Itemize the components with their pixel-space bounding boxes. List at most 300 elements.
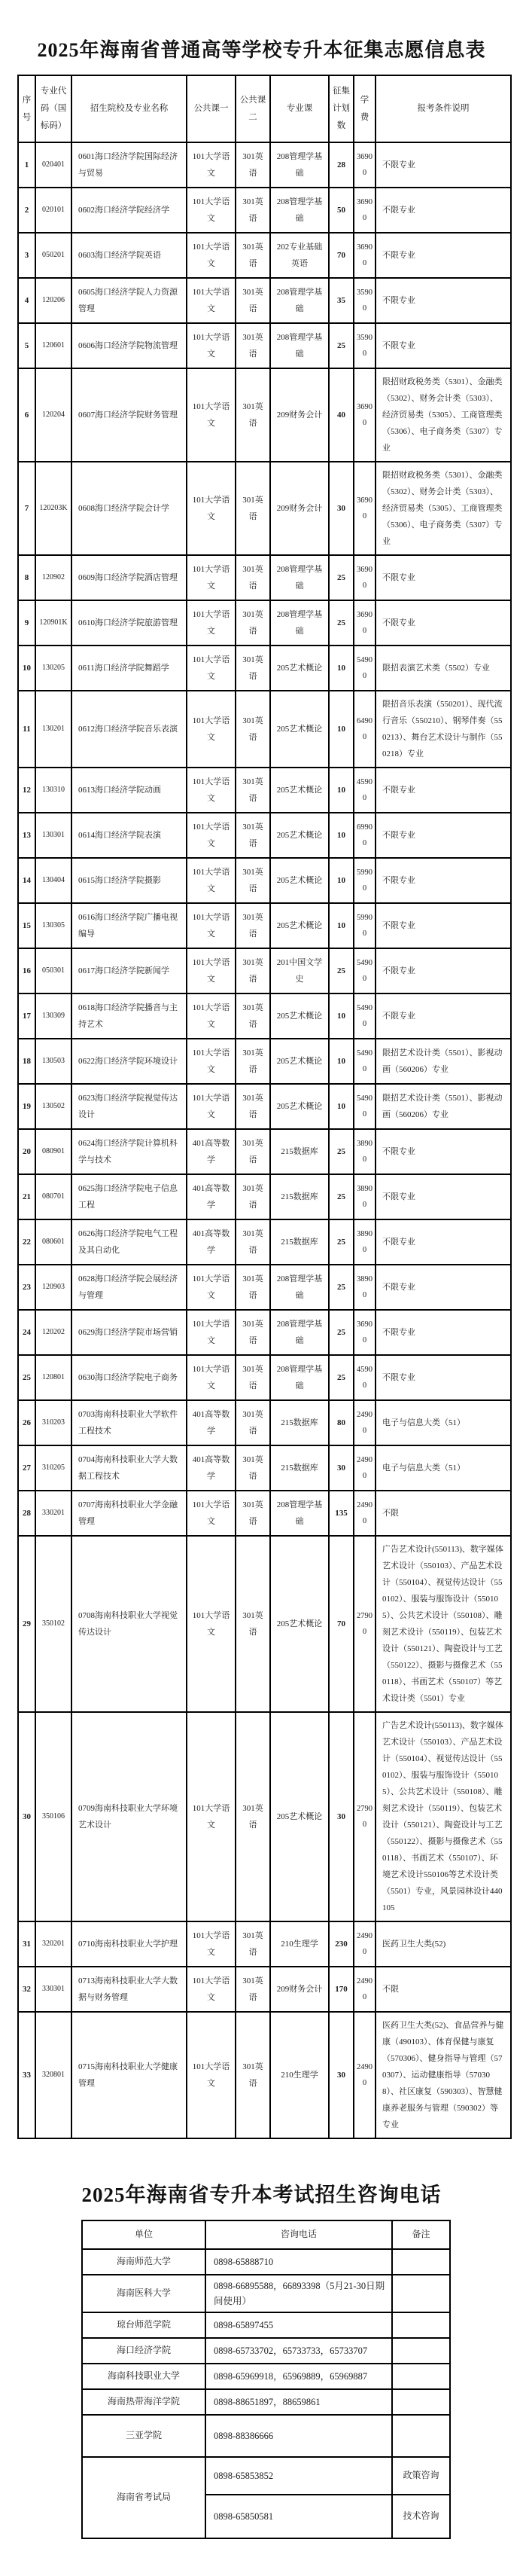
major-course-cell: 209财务会计 bbox=[270, 462, 329, 555]
tuition-cell: 24900 bbox=[354, 1400, 376, 1445]
public-course-1-cell: 101大学语文 bbox=[187, 368, 236, 462]
public-course-2-cell: 301英语 bbox=[236, 600, 270, 646]
condition-cell: 限招财政税务类（5301）、金融类（5302）、财务会计类（5303）、经济贸易类（5305）、工商管理类（5306）、电子商务类（5307）专业 bbox=[376, 462, 511, 555]
tuition-cell: 54900 bbox=[354, 1084, 376, 1129]
public-course-1-cell: 401高等数学 bbox=[187, 1129, 236, 1174]
phone-number-cell: 0898-65733702，65733733，65733707 bbox=[205, 2338, 392, 2364]
unit-cell: 海南师范大学 bbox=[82, 2249, 205, 2275]
major-course-cell: 208管理学基础 bbox=[270, 323, 329, 368]
tuition-cell: 36900 bbox=[354, 233, 376, 278]
public-course-1-cell: 101大学语文 bbox=[187, 1039, 236, 1084]
public-course-1-cell: 101大学语文 bbox=[187, 2012, 236, 2138]
major-code-cell: 080601 bbox=[35, 1219, 71, 1265]
public-course-1-cell: 101大学语文 bbox=[187, 903, 236, 948]
school-major-cell: 0606海口经济学院物流管理 bbox=[71, 323, 187, 368]
major-code-cell: 330201 bbox=[35, 1491, 71, 1536]
major-course-cell: 201中国文学史 bbox=[270, 948, 329, 993]
major-code-cell: 080701 bbox=[35, 1174, 71, 1219]
tuition-cell: 38900 bbox=[354, 1219, 376, 1265]
major-code-cell: 120903 bbox=[35, 1265, 71, 1310]
phone-table-body bbox=[82, 2249, 450, 2538]
row-number-cell: 31 bbox=[18, 1921, 35, 1967]
page-title: 2025年海南省普通高等学校专升本征集志愿信息表 bbox=[37, 39, 486, 61]
plan-count-cell: 25 bbox=[329, 1219, 354, 1265]
major-code-cell: 120204 bbox=[35, 368, 71, 462]
major-course-cell: 208管理学基础 bbox=[270, 1310, 329, 1355]
plan-count-cell: 25 bbox=[329, 1174, 354, 1219]
public-course-2-cell: 301英语 bbox=[236, 858, 270, 903]
condition-cell: 限招艺术设计类（5501）、影视动画（560206）专业 bbox=[376, 1039, 511, 1084]
plan-count-cell: 28 bbox=[329, 142, 354, 188]
condition-cell: 电子与信息大类（51） bbox=[376, 1400, 511, 1445]
major-code-cell: 020401 bbox=[35, 142, 71, 188]
row-number-cell: 25 bbox=[18, 1355, 35, 1400]
major-course-cell: 205艺术概论 bbox=[270, 646, 329, 691]
header-plan-count: 征集计划数 bbox=[329, 75, 354, 142]
public-course-2-cell: 301英语 bbox=[236, 1219, 270, 1265]
school-major-cell: 0614海口经济学院表演 bbox=[71, 813, 187, 858]
condition-cell: 不限专业 bbox=[376, 188, 511, 233]
public-course-1-cell: 401高等数学 bbox=[187, 1400, 236, 1445]
condition-cell: 不限专业 bbox=[376, 993, 511, 1039]
row-number-cell: 14 bbox=[18, 858, 35, 903]
school-major-cell: 0602海口经济学院经济学 bbox=[71, 188, 187, 233]
tuition-cell: 59900 bbox=[354, 903, 376, 948]
admission-row bbox=[18, 188, 511, 233]
public-course-2-cell: 301英语 bbox=[236, 1712, 270, 1921]
condition-cell: 不限专业 bbox=[376, 1129, 511, 1174]
major-course-cell: 215数据库 bbox=[270, 1219, 329, 1265]
condition-cell: 广告艺术设计(550113)、数字媒体艺术设计（550103）、产品艺术设计（550104）、视觉传达设计（550102）、服装与服饰设计（550105）、公共艺术设计（550108）、雕刻艺术设计（550119）、包装艺术设计（550121）、陶瓷设计与工艺（550122）、摄影与摄像艺术（550118）、书画艺术（550107）、环境艺术设计550106等艺术设计类（5501）专业，风景园林设计440105 bbox=[376, 1712, 511, 1921]
row-number-cell: 20 bbox=[18, 1129, 35, 1174]
admission-row bbox=[18, 813, 511, 858]
public-course-2-cell: 301英语 bbox=[236, 1129, 270, 1174]
phone-row bbox=[82, 2389, 450, 2415]
public-course-1-cell: 401高等数学 bbox=[187, 1174, 236, 1219]
public-course-2-cell: 301英语 bbox=[236, 646, 270, 691]
unit-cell: 海南省考试局 bbox=[82, 2457, 205, 2538]
condition-cell: 不限专业 bbox=[376, 813, 511, 858]
plan-count-cell: 10 bbox=[329, 1039, 354, 1084]
condition-cell: 不限专业 bbox=[376, 1174, 511, 1219]
header-tuition: 学费 bbox=[354, 75, 376, 142]
row-number-cell: 8 bbox=[18, 555, 35, 600]
major-code-cell: 130305 bbox=[35, 903, 71, 948]
phone-number-cell: 0898-88386666 bbox=[205, 2415, 392, 2457]
condition-cell: 不限专业 bbox=[376, 1265, 511, 1310]
plan-count-cell: 10 bbox=[329, 858, 354, 903]
tuition-cell: 36900 bbox=[354, 188, 376, 233]
school-major-cell: 0630海口经济学院电子商务 bbox=[71, 1355, 187, 1400]
row-number-cell: 9 bbox=[18, 600, 35, 646]
condition-cell: 不限专业 bbox=[376, 1355, 511, 1400]
phone-number-cell: 0898-65888710 bbox=[205, 2249, 392, 2275]
unit-cell: 海南科技职业大学 bbox=[82, 2364, 205, 2389]
public-course-2-cell: 301英语 bbox=[236, 1265, 270, 1310]
tuition-cell: 64900 bbox=[354, 691, 376, 768]
condition-cell: 不限专业 bbox=[376, 142, 511, 188]
admission-row bbox=[18, 600, 511, 646]
plan-count-cell: 70 bbox=[329, 233, 354, 278]
school-major-cell: 0612海口经济学院音乐表演 bbox=[71, 691, 187, 768]
row-number-cell: 27 bbox=[18, 1445, 35, 1491]
public-course-1-cell: 101大学语文 bbox=[187, 233, 236, 278]
school-major-cell: 0616海口经济学院广播电视编导 bbox=[71, 903, 187, 948]
school-major-cell: 0709海南科技职业大学环境艺术设计 bbox=[71, 1712, 187, 1921]
school-major-cell: 0608海口经济学院会计学 bbox=[71, 462, 187, 555]
major-course-cell: 205艺术概论 bbox=[270, 858, 329, 903]
condition-cell: 广告艺术设计(550113)、数字媒体艺术设计（550103）、产品艺术设计（550104）、视觉传达设计（550102）、服装与服饰设计（550105）、公共艺术设计（550108）、雕刻艺术设计（550119）、包装艺术设计（550121）、陶瓷设计与工艺（550122）、摄影与摄像艺术（550118）、书画艺术（550107）等艺术设计类（5501）专业 bbox=[376, 1536, 511, 1712]
public-course-2-cell: 301英语 bbox=[236, 1400, 270, 1445]
public-course-1-cell: 101大学语文 bbox=[187, 555, 236, 600]
major-course-cell: 205艺术概论 bbox=[270, 1039, 329, 1084]
admission-table-header bbox=[18, 75, 511, 142]
major-code-cell: 050201 bbox=[35, 233, 71, 278]
condition-cell: 不限专业 bbox=[376, 903, 511, 948]
note-cell bbox=[392, 2415, 450, 2457]
major-code-cell: 130301 bbox=[35, 813, 71, 858]
major-code-cell: 120801 bbox=[35, 1355, 71, 1400]
public-course-2-cell: 301英语 bbox=[236, 1084, 270, 1129]
public-course-1-cell: 101大学语文 bbox=[187, 1536, 236, 1712]
condition-cell: 不限专业 bbox=[376, 1310, 511, 1355]
major-course-cell: 208管理学基础 bbox=[270, 600, 329, 646]
tuition-cell: 45900 bbox=[354, 768, 376, 813]
plan-count-cell: 230 bbox=[329, 1921, 354, 1967]
header-public-course-1: 公共课一 bbox=[187, 75, 236, 142]
major-course-cell: 205艺术概论 bbox=[270, 813, 329, 858]
public-course-1-cell: 101大学语文 bbox=[187, 323, 236, 368]
row-number-cell: 29 bbox=[18, 1536, 35, 1712]
tuition-cell: 38900 bbox=[354, 1265, 376, 1310]
row-number-cell: 7 bbox=[18, 462, 35, 555]
row-number-cell: 28 bbox=[18, 1491, 35, 1536]
tuition-cell: 36900 bbox=[354, 555, 376, 600]
note-cell bbox=[392, 2312, 450, 2338]
bottom-margin bbox=[0, 2539, 523, 2562]
row-number-cell: 24 bbox=[18, 1310, 35, 1355]
condition-cell: 不限专业 bbox=[376, 278, 511, 323]
unit-cell: 海南热带海洋学院 bbox=[82, 2389, 205, 2415]
major-course-cell: 208管理学基础 bbox=[270, 1355, 329, 1400]
condition-cell: 限招表演艺术类（5502）专业 bbox=[376, 646, 511, 691]
major-code-cell: 130503 bbox=[35, 1039, 71, 1084]
row-number-cell: 13 bbox=[18, 813, 35, 858]
major-course-cell: 209财务会计 bbox=[270, 1967, 329, 2012]
public-course-1-cell: 101大学语文 bbox=[187, 278, 236, 323]
plan-count-cell: 30 bbox=[329, 2012, 354, 2138]
condition-cell: 限招艺术设计类（5501）、影视动画（560206）专业 bbox=[376, 1084, 511, 1129]
phone-row bbox=[82, 2415, 450, 2457]
header-row-number: 序号 bbox=[18, 75, 35, 142]
public-course-2-cell: 301英语 bbox=[236, 1967, 270, 2012]
public-course-2-cell: 301英语 bbox=[236, 142, 270, 188]
row-number-cell: 30 bbox=[18, 1712, 35, 1921]
note-cell: 政策咨询 bbox=[392, 2457, 450, 2495]
public-course-1-cell: 101大学语文 bbox=[187, 462, 236, 555]
unit-cell: 海南医科大学 bbox=[82, 2275, 205, 2312]
tuition-cell: 36900 bbox=[354, 1310, 376, 1355]
tuition-cell: 45900 bbox=[354, 1355, 376, 1400]
major-course-cell: 205艺术概论 bbox=[270, 768, 329, 813]
major-code-cell: 120203K bbox=[35, 462, 71, 555]
major-course-cell: 215数据库 bbox=[270, 1174, 329, 1219]
row-number-cell: 16 bbox=[18, 948, 35, 993]
major-code-cell: 120901K bbox=[35, 600, 71, 646]
condition-cell: 限招音乐表演（550201）、现代流行音乐（550210）、钢琴伴奏（550213）、舞台艺术设计与制作（550218）专业 bbox=[376, 691, 511, 768]
plan-count-cell: 80 bbox=[329, 1400, 354, 1445]
condition-cell: 不限专业 bbox=[376, 600, 511, 646]
plan-count-cell: 10 bbox=[329, 768, 354, 813]
header-public-course-2: 公共课二 bbox=[236, 75, 270, 142]
major-code-cell: 310205 bbox=[35, 1445, 71, 1491]
admission-row bbox=[18, 1967, 511, 2012]
public-course-2-cell: 301英语 bbox=[236, 1491, 270, 1536]
school-major-cell: 0710海南科技职业大学护理 bbox=[71, 1921, 187, 1967]
phone-number-cell: 0898-65897455 bbox=[205, 2312, 392, 2338]
admission-row bbox=[18, 2012, 511, 2138]
public-course-2-cell: 301英语 bbox=[236, 462, 270, 555]
tuition-cell: 36900 bbox=[354, 462, 376, 555]
school-major-cell: 0610海口经济学院旅游管理 bbox=[71, 600, 187, 646]
tuition-cell: 36900 bbox=[354, 368, 376, 462]
school-major-cell: 0609海口经济学院酒店管理 bbox=[71, 555, 187, 600]
major-course-cell: 205艺术概论 bbox=[270, 993, 329, 1039]
tuition-cell: 38900 bbox=[354, 1174, 376, 1219]
major-course-cell: 208管理学基础 bbox=[270, 142, 329, 188]
tuition-cell: 24900 bbox=[354, 1921, 376, 1967]
condition-cell: 不限专业 bbox=[376, 858, 511, 903]
public-course-2-cell: 301英语 bbox=[236, 1039, 270, 1084]
header-condition: 报考条件说明 bbox=[376, 75, 511, 142]
plan-count-cell: 10 bbox=[329, 903, 354, 948]
major-course-cell: 215数据库 bbox=[270, 1400, 329, 1445]
row-number-cell: 33 bbox=[18, 2012, 35, 2138]
condition-cell: 不限专业 bbox=[376, 948, 511, 993]
school-major-cell: 0601海口经济学院国际经济与贸易 bbox=[71, 142, 187, 188]
major-code-cell: 120202 bbox=[35, 1310, 71, 1355]
public-course-1-cell: 101大学语文 bbox=[187, 948, 236, 993]
condition-cell: 电子与信息大类（51） bbox=[376, 1445, 511, 1491]
public-course-2-cell: 301英语 bbox=[236, 1174, 270, 1219]
school-major-cell: 0628海口经济学院会展经济与管理 bbox=[71, 1265, 187, 1310]
public-course-1-cell: 101大学语文 bbox=[187, 691, 236, 768]
admission-row bbox=[18, 948, 511, 993]
major-code-cell: 130404 bbox=[35, 858, 71, 903]
condition-cell: 不限 bbox=[376, 1967, 511, 2012]
admission-row bbox=[18, 1219, 511, 1265]
plan-count-cell: 10 bbox=[329, 1084, 354, 1129]
public-course-1-cell: 101大学语文 bbox=[187, 813, 236, 858]
note-cell bbox=[392, 2389, 450, 2415]
public-course-2-cell: 301英语 bbox=[236, 813, 270, 858]
condition-cell: 医药卫生大类(52) bbox=[376, 1921, 511, 1967]
admission-row bbox=[18, 1265, 511, 1310]
admission-row bbox=[18, 323, 511, 368]
admission-row bbox=[18, 462, 511, 555]
tuition-cell: 35900 bbox=[354, 323, 376, 368]
admission-row bbox=[18, 1921, 511, 1967]
public-course-1-cell: 101大学语文 bbox=[187, 1310, 236, 1355]
phone-number-cell: 0898-66895588，66893398（5月21-30日期间使用） bbox=[205, 2275, 392, 2312]
note-cell bbox=[392, 2275, 450, 2312]
school-major-cell: 0707海南科技职业大学金融管理 bbox=[71, 1491, 187, 1536]
row-number-cell: 15 bbox=[18, 903, 35, 948]
admission-table bbox=[17, 75, 512, 2139]
plan-count-cell: 30 bbox=[329, 1712, 354, 1921]
admission-row bbox=[18, 993, 511, 1039]
plan-count-cell: 170 bbox=[329, 1967, 354, 2012]
major-course-cell: 202专业基础英语 bbox=[270, 233, 329, 278]
major-course-cell: 205艺术概论 bbox=[270, 903, 329, 948]
school-major-cell: 0611海口经济学院舞蹈学 bbox=[71, 646, 187, 691]
note-cell bbox=[392, 2338, 450, 2364]
row-number-cell: 21 bbox=[18, 1174, 35, 1219]
school-major-cell: 0713海南科技职业大学大数据与财务管理 bbox=[71, 1967, 187, 2012]
plan-count-cell: 50 bbox=[329, 188, 354, 233]
admission-row bbox=[18, 1536, 511, 1712]
tuition-cell: 54900 bbox=[354, 646, 376, 691]
tuition-cell: 54900 bbox=[354, 1039, 376, 1084]
phone-section-title: 2025年海南省专升本考试招生咨询电话 bbox=[81, 2184, 442, 2206]
row-number-cell: 12 bbox=[18, 768, 35, 813]
public-course-2-cell: 301英语 bbox=[236, 1536, 270, 1712]
row-number-cell: 22 bbox=[18, 1219, 35, 1265]
plan-count-cell: 25 bbox=[329, 555, 354, 600]
public-course-2-cell: 301英语 bbox=[236, 1310, 270, 1355]
public-course-1-cell: 101大学语文 bbox=[187, 188, 236, 233]
public-course-1-cell: 101大学语文 bbox=[187, 993, 236, 1039]
public-course-2-cell: 301英语 bbox=[236, 1445, 270, 1491]
admission-row bbox=[18, 1310, 511, 1355]
tuition-cell: 24900 bbox=[354, 1491, 376, 1536]
school-major-cell: 0629海口经济学院市场营销 bbox=[71, 1310, 187, 1355]
major-course-cell: 215数据库 bbox=[270, 1445, 329, 1491]
major-course-cell: 205艺术概论 bbox=[270, 1084, 329, 1129]
major-code-cell: 130309 bbox=[35, 993, 71, 1039]
school-major-cell: 0617海口经济学院新闻学 bbox=[71, 948, 187, 993]
phone-number-cell: 0898-65853852 bbox=[205, 2457, 392, 2495]
condition-cell: 不限 bbox=[376, 1491, 511, 1536]
public-course-2-cell: 301英语 bbox=[236, 2012, 270, 2138]
major-code-cell: 350106 bbox=[35, 1712, 71, 1921]
major-course-cell: 208管理学基础 bbox=[270, 188, 329, 233]
admission-row bbox=[18, 1084, 511, 1129]
row-number-cell: 3 bbox=[18, 233, 35, 278]
phone-number-cell: 0898-88651897，88659861 bbox=[205, 2389, 392, 2415]
school-major-cell: 0625海口经济学院电子信息工程 bbox=[71, 1174, 187, 1219]
admission-row bbox=[18, 1129, 511, 1174]
phone-row bbox=[82, 2275, 450, 2312]
admission-row bbox=[18, 1491, 511, 1536]
public-course-1-cell: 101大学语文 bbox=[187, 1712, 236, 1921]
condition-cell: 不限专业 bbox=[376, 768, 511, 813]
school-major-cell: 0603海口经济学院英语 bbox=[71, 233, 187, 278]
admission-row bbox=[18, 233, 511, 278]
plan-count-cell: 25 bbox=[329, 1310, 354, 1355]
major-code-cell: 130201 bbox=[35, 691, 71, 768]
public-course-2-cell: 301英语 bbox=[236, 1355, 270, 1400]
school-major-cell: 0624海口经济学院计算机科学与技术 bbox=[71, 1129, 187, 1174]
school-major-cell: 0618海口经济学院播音与主持艺术 bbox=[71, 993, 187, 1039]
public-course-2-cell: 301英语 bbox=[236, 233, 270, 278]
note-cell bbox=[392, 2249, 450, 2275]
public-course-1-cell: 401高等数学 bbox=[187, 1445, 236, 1491]
admission-row bbox=[18, 1355, 511, 1400]
public-course-1-cell: 101大学语文 bbox=[187, 768, 236, 813]
admission-row bbox=[18, 768, 511, 813]
major-code-cell: 120601 bbox=[35, 323, 71, 368]
major-course-cell: 215数据库 bbox=[270, 1129, 329, 1174]
phone-row bbox=[82, 2364, 450, 2389]
major-code-cell: 350102 bbox=[35, 1536, 71, 1712]
plan-count-cell: 25 bbox=[329, 948, 354, 993]
header-school-major: 招生院校及专业名称 bbox=[71, 75, 187, 142]
school-major-cell: 0607海口经济学院财务管理 bbox=[71, 368, 187, 462]
major-code-cell: 120206 bbox=[35, 278, 71, 323]
public-course-1-cell: 101大学语文 bbox=[187, 1491, 236, 1536]
admission-row bbox=[18, 278, 511, 323]
plan-count-cell: 30 bbox=[329, 462, 354, 555]
public-course-2-cell: 301英语 bbox=[236, 278, 270, 323]
admission-row bbox=[18, 368, 511, 462]
header-phone: 咨询电话 bbox=[205, 2220, 392, 2249]
admission-row bbox=[18, 1400, 511, 1445]
major-course-cell: 205艺术概论 bbox=[270, 1536, 329, 1712]
plan-count-cell: 10 bbox=[329, 993, 354, 1039]
plan-count-cell: 25 bbox=[329, 1355, 354, 1400]
major-code-cell: 120902 bbox=[35, 555, 71, 600]
admission-row bbox=[18, 858, 511, 903]
plan-count-cell: 135 bbox=[329, 1491, 354, 1536]
plan-count-cell: 10 bbox=[329, 691, 354, 768]
unit-cell: 三亚学院 bbox=[82, 2415, 205, 2457]
phone-row bbox=[82, 2249, 450, 2275]
public-course-1-cell: 101大学语文 bbox=[187, 646, 236, 691]
public-course-1-cell: 101大学语文 bbox=[187, 1084, 236, 1129]
tuition-cell: 24900 bbox=[354, 1445, 376, 1491]
row-number-cell: 26 bbox=[18, 1400, 35, 1445]
public-course-1-cell: 101大学语文 bbox=[187, 142, 236, 188]
major-course-cell: 210生理学 bbox=[270, 2012, 329, 2138]
tuition-cell: 69900 bbox=[354, 813, 376, 858]
tuition-cell: 54900 bbox=[354, 993, 376, 1039]
major-course-cell: 208管理学基础 bbox=[270, 555, 329, 600]
major-course-cell: 209财务会计 bbox=[270, 368, 329, 462]
phone-number-cell: 0898-65850581 bbox=[205, 2495, 392, 2538]
school-major-cell: 0605海口经济学院人力资源管理 bbox=[71, 278, 187, 323]
header-unit: 单位 bbox=[82, 2220, 205, 2249]
public-course-1-cell: 101大学语文 bbox=[187, 1265, 236, 1310]
major-course-cell: 208管理学基础 bbox=[270, 1265, 329, 1310]
school-major-cell: 0622海口经济学院环境设计 bbox=[71, 1039, 187, 1084]
unit-cell: 海口经济学院 bbox=[82, 2338, 205, 2364]
public-course-2-cell: 301英语 bbox=[236, 1921, 270, 1967]
major-code-cell: 330301 bbox=[35, 1967, 71, 2012]
phone-table bbox=[81, 2220, 451, 2539]
plan-count-cell: 35 bbox=[329, 278, 354, 323]
note-cell: 技术咨询 bbox=[392, 2495, 450, 2538]
public-course-1-cell: 101大学语文 bbox=[187, 1355, 236, 1400]
admission-row bbox=[18, 1712, 511, 1921]
admission-row bbox=[18, 1445, 511, 1491]
row-number-cell: 32 bbox=[18, 1967, 35, 2012]
school-major-cell: 0615海口经济学院摄影 bbox=[71, 858, 187, 903]
admission-row bbox=[18, 555, 511, 600]
major-course-cell: 205艺术概论 bbox=[270, 1712, 329, 1921]
plan-count-cell: 25 bbox=[329, 600, 354, 646]
admission-row bbox=[18, 1039, 511, 1084]
